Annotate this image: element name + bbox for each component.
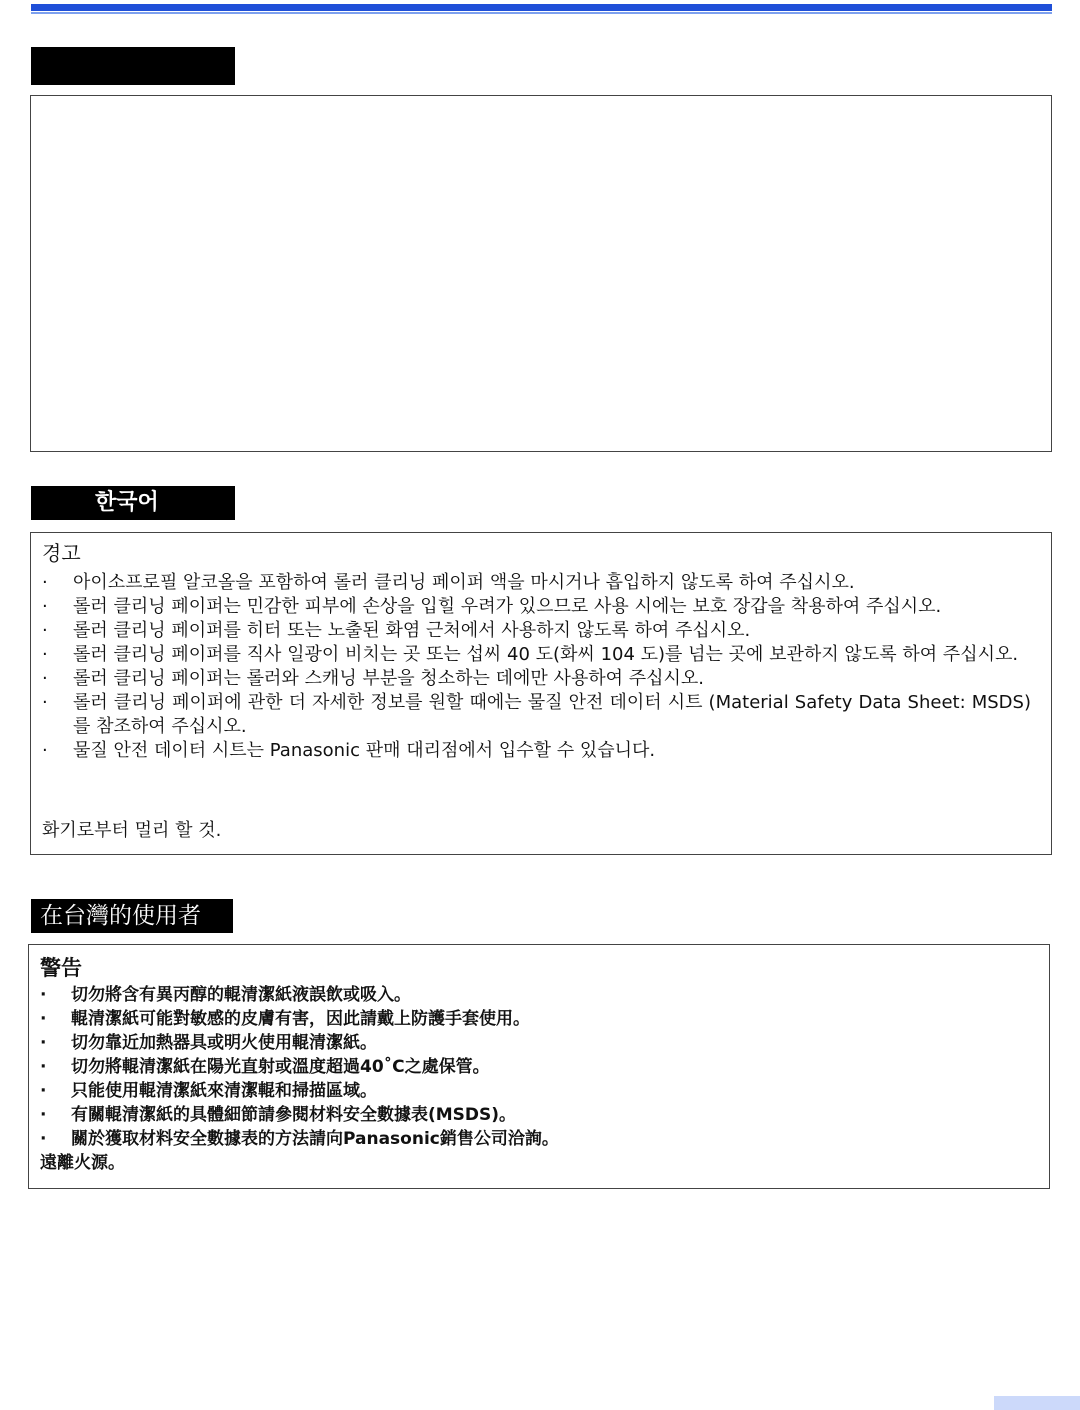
chinese-warning-heading: 警告 (40, 956, 82, 980)
korean-tab-label: 한국어 (95, 490, 159, 515)
blank-section-tab (31, 47, 235, 85)
list-item-text: 切勿將輥清潔紙在陽光直射或溫度超過40˚C之處保管。 (71, 1057, 490, 1077)
list-item (40, 1079, 1029, 1103)
bullet-icon: · (40, 1129, 47, 1149)
list-item (42, 667, 1031, 691)
list-item-text: 롤러 클리닝 페이퍼는 롤러와 스캐닝 부분을 청소하는 데에만 사용하여 주십시오. (73, 668, 705, 689)
chinese-warning-box (28, 944, 1050, 1189)
korean-warning-box (30, 532, 1052, 855)
bullet-icon: · (42, 668, 48, 689)
chinese-warning-list (40, 983, 1029, 1151)
page-corner-tab (994, 1396, 1080, 1410)
list-item (42, 571, 1031, 595)
list-item-text: 롤러 클리닝 페이퍼는 민감한 피부에 손상을 입힐 우려가 있으므로 사용 시에는 보호 장갑을 착용하여 주십시오. (73, 596, 942, 617)
list-item (42, 595, 1031, 619)
list-item-text: 輥清潔紙可能對敏感的皮膚有害，因此請戴上防護手套使用。 (71, 1009, 530, 1029)
list-item-text: 有關輥清潔紙的具體細節請參閱材料安全數據表(MSDS)。 (71, 1105, 517, 1125)
list-item (40, 1103, 1029, 1127)
list-item-text: 只能使用輥清潔紙來清潔輥和掃描區域。 (71, 1081, 377, 1101)
list-item (40, 1031, 1029, 1055)
chinese-fire-warning: 遠離火源。 (40, 1153, 125, 1173)
bullet-icon: · (40, 1105, 47, 1125)
header-rule (31, 4, 1052, 11)
list-item-text: 롤러 클리닝 페이퍼에 관한 더 자세한 정보를 원할 때에는 물질 안전 데이터 시트 (Material Safety Data Sheet: MSDS)를 참조하여 주십시오. (73, 692, 1031, 737)
list-item (40, 1055, 1029, 1079)
bullet-icon: · (40, 1057, 47, 1077)
list-item (40, 983, 1029, 1007)
chinese-section-tab (31, 899, 233, 933)
korean-section-tab (31, 486, 235, 520)
bullet-icon: · (42, 596, 48, 617)
korean-warning-heading: 경고 (42, 541, 81, 565)
list-item-text: 切勿將含有異丙醇的輥清潔紙液誤飲或吸入。 (71, 985, 411, 1005)
list-item (42, 619, 1031, 643)
list-item (40, 1127, 1029, 1151)
list-item (42, 643, 1031, 667)
bullet-icon: · (42, 620, 48, 641)
chinese-tab-label: 在台灣的使用者 (40, 903, 201, 929)
list-item (40, 1007, 1029, 1031)
bullet-icon: · (42, 740, 48, 761)
blank-section-box (30, 95, 1052, 452)
list-item-text: 切勿靠近加熱器具或明火使用輥清潔紙。 (71, 1033, 377, 1053)
bullet-icon: · (42, 692, 48, 713)
korean-warning-list (42, 571, 1031, 763)
bullet-icon: · (42, 644, 48, 665)
bullet-icon: · (40, 985, 47, 1005)
list-item-text: 아이소프로필 알코올을 포함하여 롤러 클리닝 페이퍼 액을 마시거나 흡입하지 않도록 하여 주십시오. (73, 572, 855, 593)
list-item (42, 739, 1031, 763)
header-rule-underline (31, 12, 1052, 14)
list-item-text: 關於獲取材料安全數據表的方法請向Panasonic銷售公司洽詢。 (71, 1129, 559, 1149)
list-item-text: 롤러 클리닝 페이퍼를 히터 또는 노출된 화염 근처에서 사용하지 않도록 하여 주십시오. (73, 620, 751, 641)
list-item-text: 롤러 클리닝 페이퍼를 직사 일광이 비치는 곳 또는 섭씨 40 도(화씨 104 도)를 넘는 곳에 보관하지 않도록 하여 주십시오. (73, 644, 1019, 665)
list-item-text: 물질 안전 데이터 시트는 Panasonic 판매 대리점에서 입수할 수 있습니다. (73, 740, 656, 761)
bullet-icon: · (40, 1033, 47, 1053)
bullet-icon: · (42, 572, 48, 593)
list-item (42, 691, 1031, 739)
bullet-icon: · (40, 1009, 47, 1029)
korean-fire-warning: 화기로부터 멀리 할 것. (42, 820, 222, 841)
bullet-icon: · (40, 1081, 47, 1101)
